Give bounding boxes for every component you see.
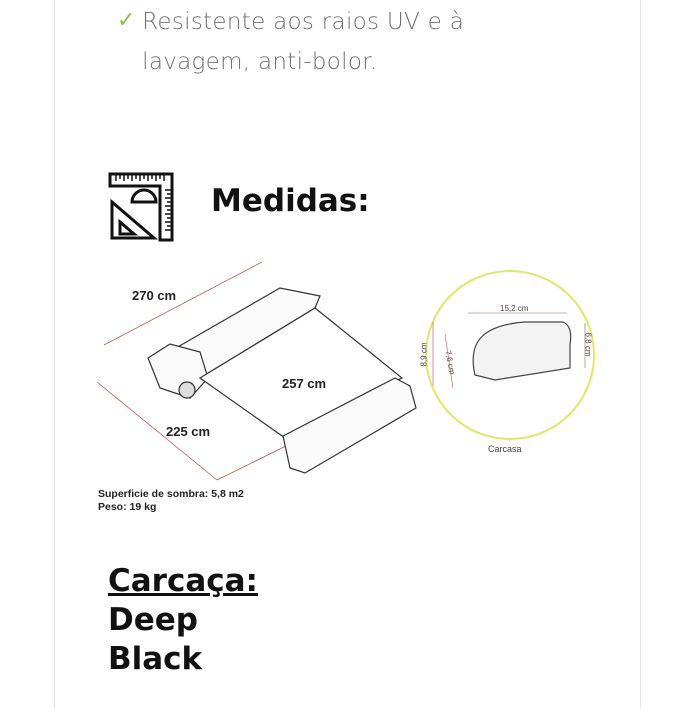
housing-detail xyxy=(415,270,605,460)
length-total-label: 270 cm xyxy=(132,288,177,303)
housing-height-total-label: 8,9 cm xyxy=(419,342,429,367)
ruler-triangle-icon xyxy=(108,172,174,242)
housing-width-label: 15,2 cm xyxy=(500,304,529,313)
shade-surface-label: Superficie de sombra: 5,8 m2 xyxy=(98,488,244,500)
awning-diagram xyxy=(90,248,610,518)
projection-label: 225 cm xyxy=(166,424,211,439)
housing-height-back-label: 6,8 cm xyxy=(583,332,593,357)
carcaca-title: Carcaça: xyxy=(108,563,258,599)
carcaca-color-line1: Deep xyxy=(108,602,198,638)
carcaca-section xyxy=(108,562,258,679)
feature-item xyxy=(117,2,537,82)
feature-text: Resistente aos raios UV e à lavagem, anti-bolor. xyxy=(142,9,465,75)
length-fabric-label: 257 cm xyxy=(282,376,327,391)
weight-label: Peso: 19 kg xyxy=(98,501,157,513)
housing-height-front-label: 7,6 cm xyxy=(443,349,457,376)
housing-caption: Carcasa xyxy=(488,444,522,454)
check-icon: ✓ xyxy=(117,8,136,33)
carcaca-color-line2: Black xyxy=(108,641,203,677)
medidas-title: Medidas: xyxy=(211,183,370,219)
